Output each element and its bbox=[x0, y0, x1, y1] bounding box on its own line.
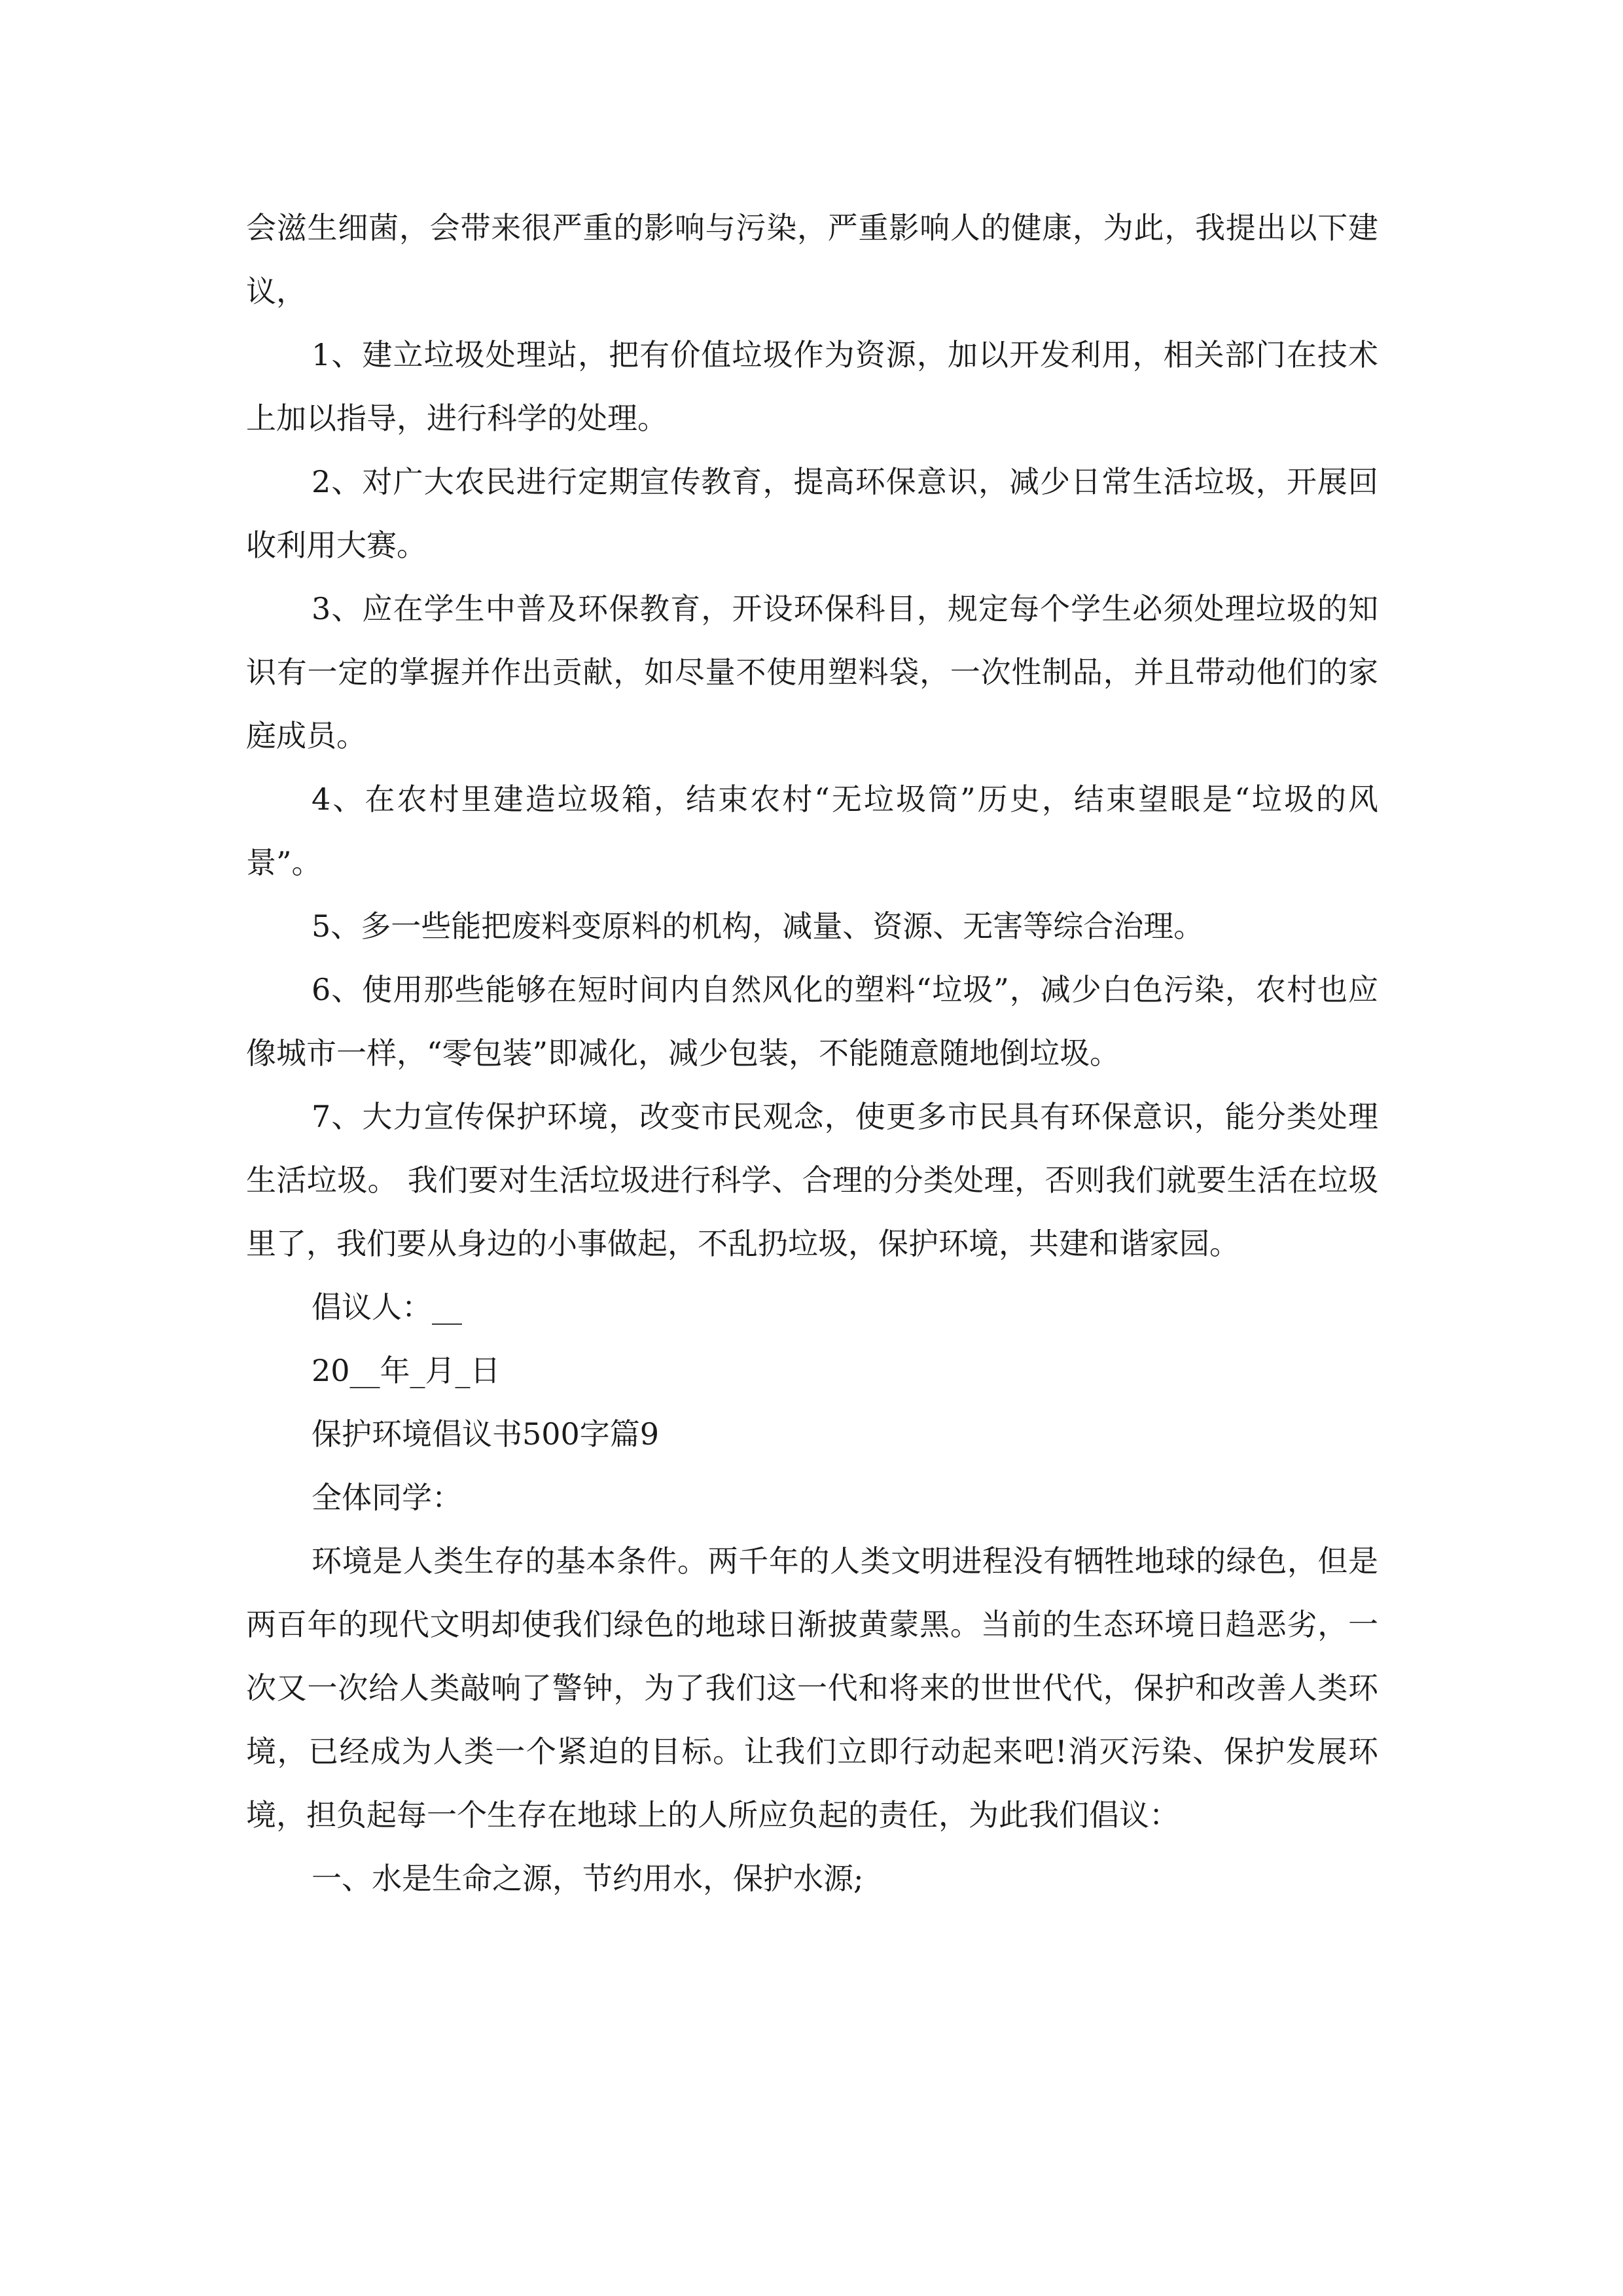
paragraph-environment-intro: 环境是人类生存的基本条件。两千年的人类文明进程没有牺牲地球的绿色，但是两百年的现代文明却使我们绿色的地球日渐披黄蒙黑。当前的生态环境日趋恶劣，一次又一次给人类敲响了警钟，为了我们这一代和将来的世世代代，保护和改善人类环境，已经成为人类一个紧迫的目标。让我们立即行动起来吧!消灭污染、保护发展环境，担负起每一个生存在地球上的人所应负起的责任，为此我们倡议： bbox=[246, 1543, 1378, 1833]
paragraph-suggestion-4: 4、在农村里建造垃圾箱，结束农村“无垃圾筒”历史，结束望眼是“垃圾的风景”。 bbox=[246, 781, 1378, 880]
paragraph-suggestion-2: 2、对广大农民进行定期宣传教育，提高环保意识，减少日常生活垃圾，开展回收利用大赛。 bbox=[246, 464, 1378, 563]
document-body bbox=[246, 196, 1378, 1910]
paragraph-suggestion-3: 3、应在学生中普及环保教育，开设环保科目，规定每个学生必须处理垃圾的知识有一定的掌握并作出贡献，如尽量不使用塑料袋，一次性制品，并且带动他们的家庭成员。 bbox=[246, 591, 1378, 753]
signature-line: 倡议人：__ bbox=[312, 1289, 462, 1325]
paragraph-suggestion-6: 6、使用那些能够在短时间内自然风化的塑料“垃圾”，减少白色污染，农村也应像城市一样，“零包装”即减化，减少包装，不能随意随地倒垃圾。 bbox=[246, 972, 1378, 1071]
paragraph-proposal-1: 一、水是生命之源，节约用水，保护水源; bbox=[312, 1861, 864, 1896]
salutation: 全体同学： bbox=[312, 1480, 462, 1515]
paragraph-suggestion-7: 7、大力宣传保护环境，改变市民观念，使更多市民具有环保意识，能分类处理生活垃圾。 我们要对生活垃圾进行科学、合理的分类处理，否则我们就要生活在垃圾里了，我们要从身边的小事做起，不乱扔垃圾，保护环境，共建和谐家园。 bbox=[246, 1099, 1378, 1261]
paragraph-suggestion-1: 1、建立垃圾处理站，把有价值垃圾作为资源，加以开发利用，相关部门在技术上加以指导，进行科学的处理。 bbox=[246, 337, 1378, 436]
paragraph-intro-continuation: 会滋生细菌，会带来很严重的影响与污染，严重影响人的健康，为此，我提出以下建议， bbox=[246, 210, 1378, 309]
section-title: 保护环境倡议书500字篇9 bbox=[312, 1416, 660, 1452]
paragraph-suggestion-5: 5、多一些能把废料变原料的机构，减量、资源、无害等综合治理。 bbox=[312, 908, 1204, 944]
date-line: 20__年_月_日 bbox=[312, 1353, 501, 1388]
